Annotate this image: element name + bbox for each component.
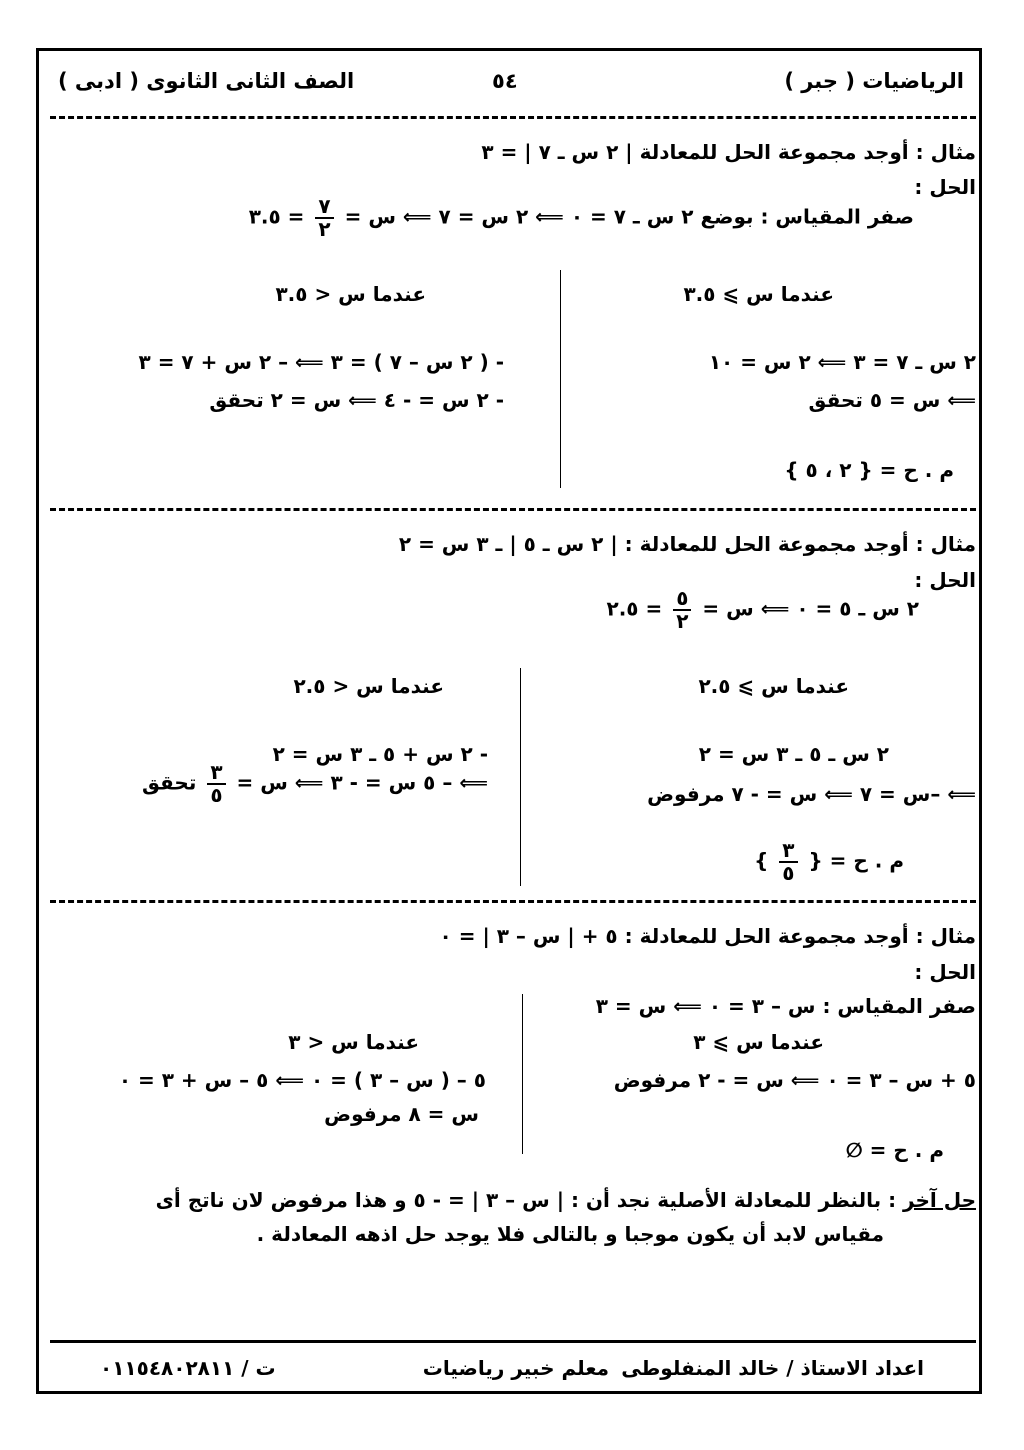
example2-solution-label: الحل : [914, 568, 976, 592]
example2-fraction: $\frac{٥}{٢}$ [673, 588, 691, 632]
example1-fraction: $\frac{٧}{٢}$ [315, 196, 333, 240]
example2-right-title: عندما س ⩾ ٢.٥ [698, 674, 849, 698]
example1-right-title: عندما س ⩾ ٣.٥ [683, 282, 834, 306]
page-number: ٥٤ [492, 69, 518, 93]
example2-question: مثال : أوجد مجموعة الحل للمعادلة : | ٢ س ـ ٥ | ـ ٣ س = ٢ [398, 532, 976, 556]
divider-1 [50, 508, 976, 511]
example2-left-fraction: $\frac{٣}{٥}$ [207, 762, 225, 806]
example2-result: م . ح = { $\frac{٣}{٥}$ } [754, 838, 904, 885]
divider-2 [50, 900, 976, 903]
example2-left-title: عندما س < ٢.٥ [293, 674, 444, 698]
example2-left-line1: - ٢ س + ٥ ـ ٣ س = ٢ [272, 742, 488, 766]
example2-right-line2: ⟸ –س = ٧ ⟸ س = - ٧ مرفوض [647, 782, 976, 806]
example3-alt-line2: مقياس لابد أن يكون موجبا و بالتالى فلا يوجد حل اذهه المعادلة . [256, 1222, 884, 1246]
example1-result: م . ح = { ٢ ، ٥ } [784, 458, 954, 482]
example2-result-fraction: $\frac{٣}{٥}$ [779, 840, 797, 884]
example2-zero-line: ٢ س ـ ٥ = ٠ ⟸ س = $\frac{٥}{٢}$ = ٢.٥ [606, 586, 919, 633]
footer-author: اعداد الاستاذ / خالد المنفلوطى [621, 1356, 924, 1380]
example3-left-line1: ٥ – ( س – ٣ ) = ٠ ⟸ ٥ – س + ٣ = ٠ [118, 1068, 486, 1092]
footer-divider [50, 1340, 976, 1343]
header-divider [50, 116, 976, 119]
example1-question: مثال : أوجد مجموعة الحل للمعادلة | ٢ س ـ ٧ | = ٣ [481, 140, 976, 164]
example3-right-title: عندما س ⩾ ٣ [693, 1030, 824, 1054]
example3-question: مثال : أوجد مجموعة الحل للمعادلة : ٥ + | س – ٣ | = ٠ [439, 924, 976, 948]
example3-result: م . ح = ∅ [845, 1138, 944, 1162]
example3-solution-label: الحل : [914, 960, 976, 984]
header-grade: الصف الثانى الثانوى ( ادبى ) [58, 69, 355, 93]
example3-alt-line1: حل آخر : بالنظر للمعادلة الأصلية نجد أن : | س – ٣ | = - ٥ و هذا مرفوض لان ناتج أى [155, 1188, 976, 1212]
example2-left-line2: ⟸ – ٥ س = - ٣ ⟸ س = $\frac{٣}{٥}$ تحقق [142, 760, 488, 807]
example1-right-line1: ٢ س ـ ٧ = ٣ ⟸ ٢ س = ١٠ [708, 350, 976, 374]
example3-alt-label: حل آخر [903, 1188, 976, 1212]
example2-right-line1: ٢ س ـ ٥ ـ ٣ س = ٢ [698, 742, 889, 766]
footer-role: معلم خبير رياضيات [422, 1356, 609, 1380]
example1-zero-line: صفر المقياس : بوضع ٢ س ـ ٧ = ٠ ⟸ ٢ س = ٧ ⟸ س = $\frac{٧}{٢}$ = ٣.٥ [248, 194, 914, 241]
example3-divider [522, 994, 523, 1154]
example1-right-line2: ⟸ س = ٥ تحقق [808, 388, 976, 412]
example1-solution-label: الحل : [914, 175, 976, 199]
example1-left-line1: - ( ٢ س – ٧ ) = ٣ ⟸ – ٢ س + ٧ = ٣ [138, 350, 504, 374]
example1-divider [560, 270, 561, 488]
example3-zero-line: صفر المقياس : س – ٣ = ٠ ⟸ س = ٣ [595, 994, 976, 1018]
footer-phone: ت / ٠١١٥٤٨٠٢٨١١ [100, 1356, 276, 1380]
header-subject: الرياضيات ( جبر ) [784, 69, 964, 93]
example3-right-line1: ٥ + س – ٣ = ٠ ⟸ س = - ٢ مرفوض [613, 1068, 976, 1092]
example3-left-title: عندما س < ٣ [288, 1030, 419, 1054]
example1-left-line2: - ٢ س = - ٤ ⟸ س = ٢ تحقق [209, 388, 504, 412]
example1-left-title: عندما س < ٣.٥ [275, 282, 426, 306]
example2-divider [520, 668, 521, 886]
example3-left-line2: س = ٨ مرفوض [324, 1102, 479, 1126]
